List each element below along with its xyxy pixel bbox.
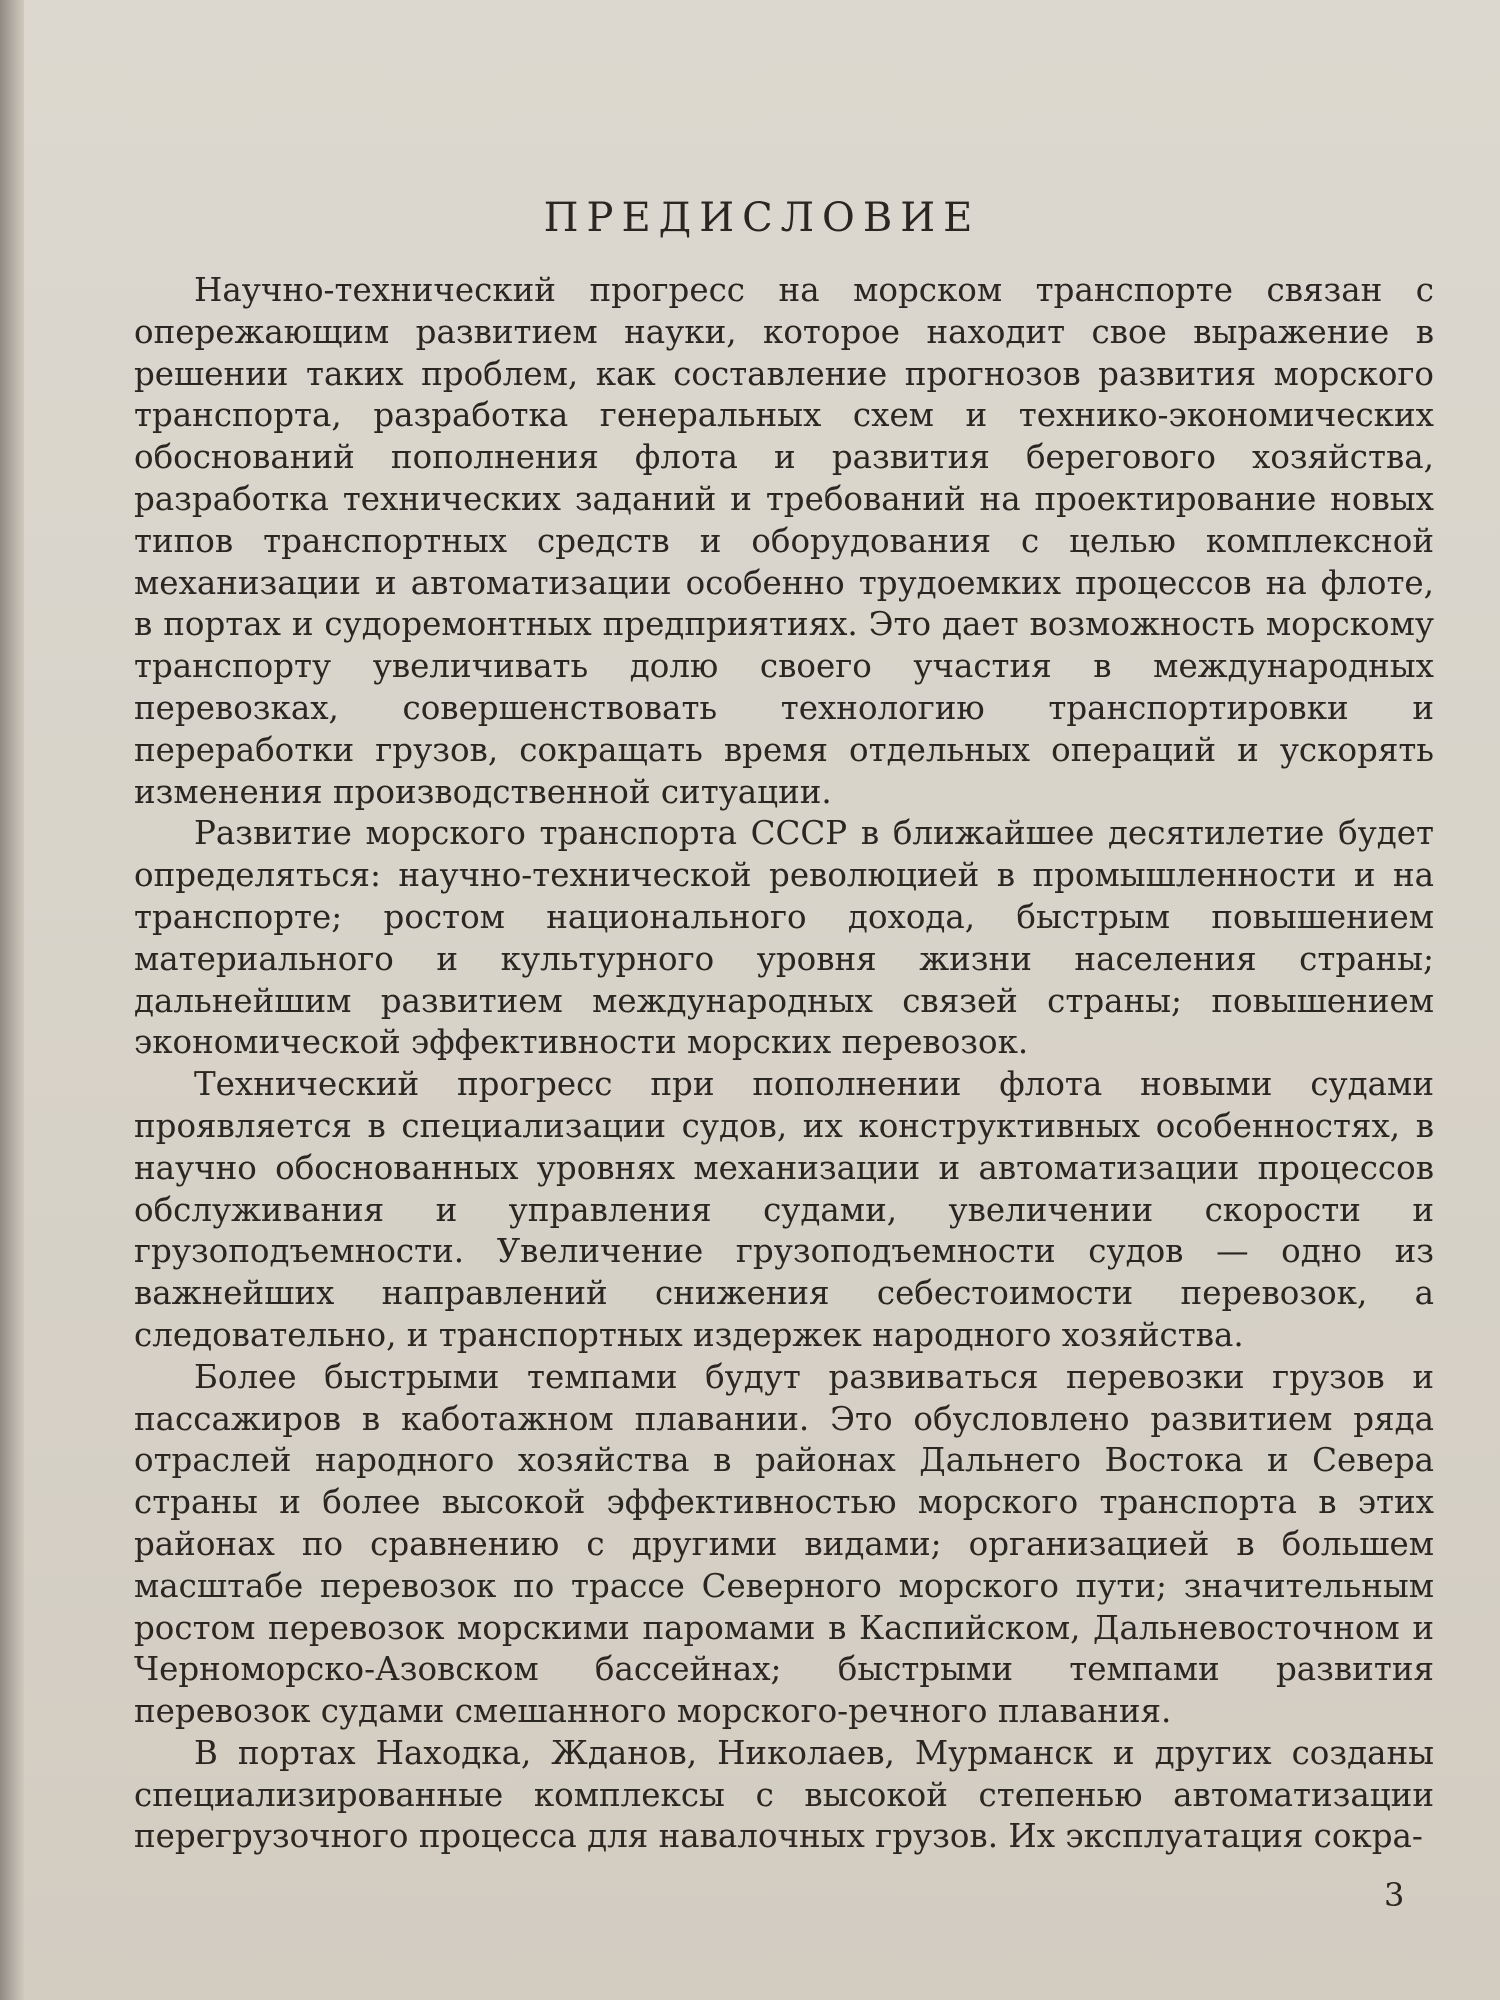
body-text xyxy=(134,270,1434,1858)
paragraph-5: В портах Находка, Жданов, Николаев, Мурманск и других созданы специализированные комплексы с высокой степенью автоматизации перегрузочного процесса для навалочных грузов. Их эксплуатация сокра- xyxy=(134,1733,1434,1856)
book-spine-edge xyxy=(0,0,24,2000)
page-number: 3 xyxy=(1384,1876,1405,1914)
book-page xyxy=(24,0,1500,2000)
paragraph-4: Более быстрыми темпами будут развиваться перевозки грузов и пассажиров в каботажном плавании. Это обусловлено развитием ряда отраслей народного хозяйства в районах Дальнего Востока и Севера страны и более высокой эффективностью морского транспорта в этих районах по сравнению с другими видами; организацией в большем масштабе перевозок по трассе Северного морского пути; значительным ростом перевозок морскими паромами в Каспийском, Дальневосточном и Черноморско-Азовском бассейнах; быстрыми темпами развития перевозок судами смешанного морского-речного плавания. xyxy=(134,1357,1434,1731)
paragraph-2: Развитие морского транспорта СССР в ближайшее десятилетие будет определяться: научно-технической революцией в промышленности и на транспорте; ростом национального дохода, быстрым повышением материального и культурного уровня жизни населения страны; дальнейшим развитием международных связей страны; повышением экономической эффективности морских перевозок. xyxy=(134,814,1434,1062)
paragraph-1: Научно-технический прогресс на морском транспорте связан с опережающим развитием науки, которое находит свое выражение в решении таких проблем, как составление прогнозов развития морского транспорта, разработка генеральных схем и технико-экономических обоснований пополнения флота и развития берегового хозяйства, разработка технических заданий и требований на проектирование новых типов транспортных средств и оборудования с целью комплексной механизации и автоматизации особенно трудоемких процессов на флоте, в портах и судоремонтных предприятиях. Это дает возможность морскому транспорту увеличивать долю своего участия в международных перевозках, совершенствовать технологию транспортировки и переработки грузов, сокращать время отдельных операций и ускорять изменения производственной ситуации. xyxy=(134,271,1434,811)
paragraph-3: Технический прогресс при пополнении флота новыми судами проявляется в специализации судов, их конструктивных особенностях, в научно обоснованных уровнях механизации и автоматизации процессов обслуживания и управления судами, увеличении скорости и грузоподъемности. Увеличение грузоподъемности судов — одно из важнейших направлений снижения себестоимости перевозок, а следовательно, и транспортных издержек народного хозяйства. xyxy=(134,1065,1434,1354)
page-title: ПРЕДИСЛОВИЕ xyxy=(543,195,981,241)
